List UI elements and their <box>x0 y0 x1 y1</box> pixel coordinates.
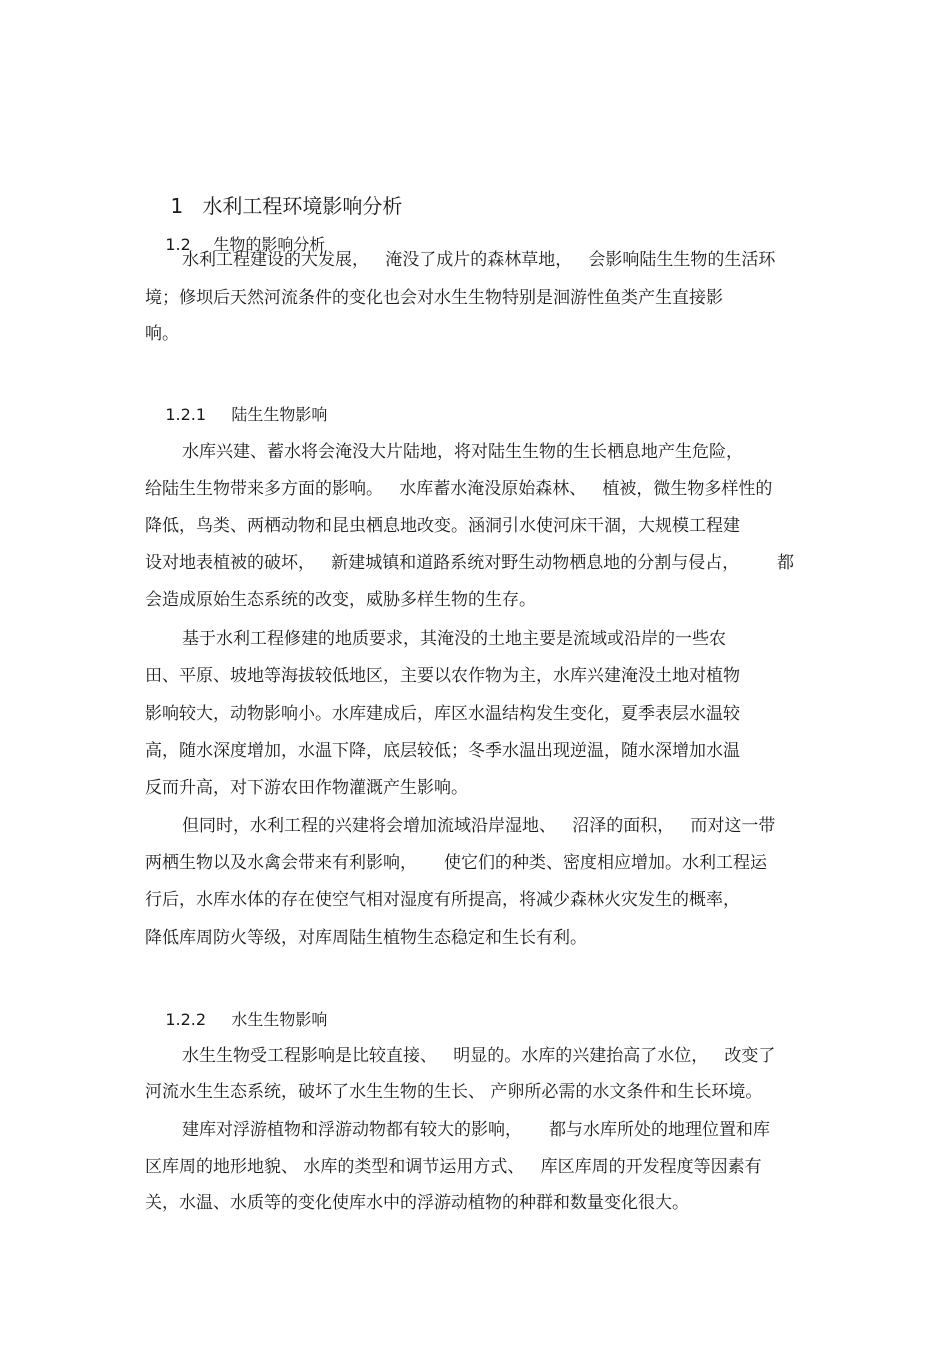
paragraph-line: 设对地表植被的破坏， 新建城镇和道路系统对野生动物栖息地的分割与侵占， 都 <box>145 553 795 573</box>
paragraph-line: 反而升高，对下游农田作物灌溉产生影响。 <box>145 778 468 798</box>
paragraph-line: 境；修坝后天然河流条件的变化也会对水生生物特别是洄游性鱼类产生直接影 <box>145 288 723 308</box>
paragraph-line: 两栖生物以及水禽会带来有利影响， 使它们的种类、密度相应增加。水利工程运 <box>145 853 768 873</box>
paragraph-line: 河流水生生态系统，破坏了水生生物的生长、 产卵所必需的水文条件和生长环境。 <box>145 1082 763 1102</box>
heading-3-text: 陆生生物影响 <box>231 405 328 424</box>
paragraph-line: 田、平原、坡地等海拔较低地区，主要以农作物为主，水库兴建淹没土地对植物 <box>145 666 740 686</box>
paragraph-line: 基于水利工程修建的地质要求，其淹没的土地主要是流域或沿岸的一些农 <box>182 629 726 649</box>
heading-2-number: 1.2 <box>165 235 191 254</box>
paragraph-line: 高，随水深度增加，水温下降，底层较低；冬季水温出现逆温，随水深增加水温 <box>145 741 740 761</box>
paragraph-line: 降低，鸟类、两栖动物和昆虫栖息地改变。涵洞引水使河床干涸，大规模工程建 <box>145 516 740 536</box>
heading-1-number: 1 <box>170 194 184 218</box>
paragraph-line: 但同时，水利工程的兴建将会增加流域沿岸湿地、 沼泽的面积， 而对这一带 <box>182 816 776 836</box>
paragraph-line: 会造成原始生态系统的改变，威胁多样生物的生存。 <box>145 590 536 610</box>
heading-1-text: 水利工程环境影响分析 <box>202 194 403 218</box>
paragraph-line: 行后，水库水体的存在使空气相对湿度有所提高，将减少森林火灾发生的概率， <box>145 890 740 910</box>
paragraph-line: 响。 <box>145 324 179 344</box>
heading-2-text: 生物的影响分析 <box>213 235 326 254</box>
paragraph-line: 水生生物受工程影响是比较直接、 明显的。水库的兴建抬高了水位， 改变了 <box>182 1046 776 1066</box>
paragraph-line: 降低库周防火等级，对库周陆生植物生态稳定和生长有利。 <box>145 928 587 948</box>
heading-3-number: 1.2.1 <box>165 405 207 424</box>
paragraph-line: 关，水温、水质等的变化使库水中的浮游动植物的种群和数量变化很大。 <box>145 1193 689 1213</box>
paragraph-line: 给陆生生物带来多方面的影响。 水库蓄水淹没原始森林、 植被，微生物多样性的 <box>145 479 773 499</box>
heading-3 <box>145 987 327 1053</box>
heading-3 <box>145 382 327 448</box>
paragraph-line: 水库兴建、蓄水将会淹没大片陆地，将对陆生生物的生长栖息地产生危险， <box>182 442 743 462</box>
heading-3-text: 水生生物影响 <box>231 1010 328 1029</box>
paragraph-line: 区库周的地形地貌、 水库的类型和调节运用方式、 库区库周的开发程度等因素有 <box>145 1157 762 1177</box>
paragraph-line: 建库对浮游植物和浮游动物都有较大的影响， 都与水库所处的地理位置和库 <box>182 1120 771 1140</box>
heading-3-number: 1.2.2 <box>165 1010 207 1029</box>
paragraph-line: 影响较大，动物影响小。水库建成后，库区水温结构发生变化，夏季表层水温较 <box>145 704 740 724</box>
paragraph-line: 水利工程建设的大发展， 淹没了成片的森林草地， 会影响陆生生物的生活环 <box>182 250 776 270</box>
